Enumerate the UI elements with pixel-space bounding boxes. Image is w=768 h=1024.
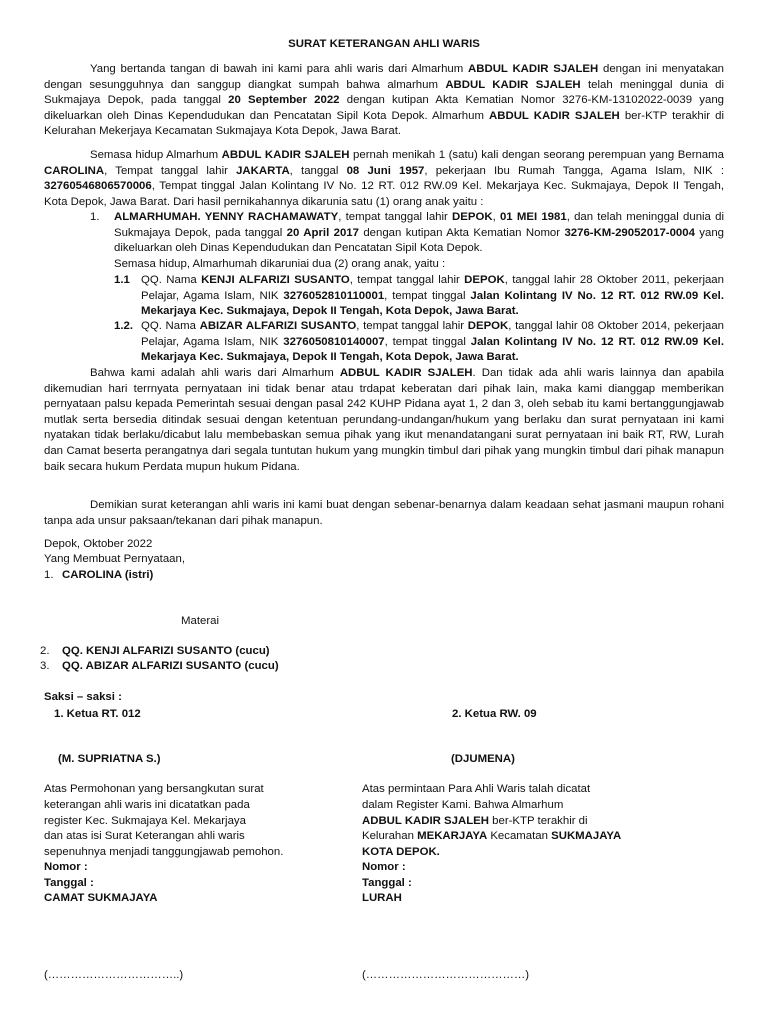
lurah-signature-line: (……………………………………) — [362, 969, 530, 981]
sub2-address: Jalan Kolintang IV No. 12 RT. 012 RW.09 Kel. Mekarjaya Kec. Sukmajaya, Depok II Tengah, Kota Depok, Jawa Barat. — [141, 335, 725, 364]
lurah-kecamatan: SUKMAJAYA — [551, 830, 622, 842]
grandchild-2-text — [141, 319, 724, 366]
p2-text-d: , tanggal — [289, 164, 347, 177]
item1-text-e: yang dikeluarkan oleh Dinas Kependudukan dan Pencatatan Sipil Kota Depok. — [114, 226, 724, 255]
sub2-nik: 3276050810140007 — [283, 335, 385, 348]
grandchild-1-text — [141, 273, 724, 320]
paragraph-marriage — [44, 148, 724, 210]
lurah-deceased-name: ADBUL KADIR SJALEH — [362, 815, 489, 827]
sub1-address: Jalan Kolintang IV No. 12 RT. 012 RW.09 Kel. Mekarjaya Kec. Sukmajaya, Depok II Tengah, Kota Depok, Jawa Barat. — [141, 289, 724, 318]
sub1-text-c: , tanggal lahir 28 Oktober 2011, pekerjaan Pelajar, Agama Islam, NIK — [141, 274, 724, 302]
paragraph-statement — [44, 366, 724, 475]
grandchild-item-2 — [114, 319, 724, 366]
sub2-text-a: QQ. Nama — [141, 320, 200, 332]
lurah-line-5: KOTA DEPOK. — [362, 846, 440, 858]
camat-line-5: sepenuhnya menjadi tanggungjawab pemohon. — [44, 846, 284, 858]
witness-2-name: (DJUMENA) — [451, 753, 515, 765]
item1-text-d: dengan kutipan Akta Kematian Nomor — [358, 226, 565, 239]
camat-signature-line: (……………………………..) — [44, 969, 184, 981]
maker-label: Yang Membuat Pernyataan, — [44, 553, 185, 565]
witness-1-name: (M. SUPRIATNA S.) — [58, 753, 161, 765]
item1-city: DEPOK — [452, 211, 493, 223]
p2-birth-city: JAKARTA — [236, 164, 290, 177]
p1-death-date: 20 September 2022 — [228, 94, 340, 107]
p2-text-c: , Tempat tanggal lahir — [104, 164, 237, 177]
sub2-text-c: , tanggal lahir 08 Oktober 2014, pekerjaan Pelajar, Agama Islam, NIK — [141, 320, 724, 348]
camat-line-3: register Kec. Sukmajaya Kel. Mekarjaya — [44, 815, 246, 827]
sub1-name: KENJI ALFARIZI SUSANTO — [201, 274, 350, 286]
camat-line-2: keterangan ahli waris ini dicatatkan pada — [44, 799, 250, 811]
lurah-line-1: Atas permintaan Para Ahli Waris talah dicatat — [362, 783, 591, 795]
materai-label: Materai — [181, 615, 219, 627]
sub1-text-d: , tempat tinggal — [384, 289, 471, 302]
p1-deceased-name: ABDUL KADIR SJALEH — [468, 63, 599, 75]
camat-line-1: Atas Permohonan yang bersangkutan surat — [44, 783, 264, 795]
document-title: SURAT KETERANGAN AHLI WARIS — [288, 38, 480, 50]
heir-3-number: 3. — [40, 660, 50, 672]
lurah-line-4-c: Kecamatan — [487, 830, 552, 842]
p3-body — [44, 366, 724, 475]
item1-death-date: 20 April 2017 — [286, 226, 359, 239]
p1-text-e: ber-KTP terakhir di Kelurahan Mekerjaya Kecamatan Sukmajaya Kota Depok, Jawa Barat. — [44, 109, 724, 138]
sub1-text-a: QQ. Nama — [141, 274, 202, 286]
sub-intro: Semasa hidup, Almarhumah dikaruniai dua (2) orang anak, yaitu : — [114, 258, 446, 270]
lurah-title: LURAH — [362, 892, 402, 904]
item1-text-a: , tempat tanggal lahir — [338, 211, 453, 223]
sub2-name: ABIZAR ALFARIZI SUSANTO — [199, 320, 357, 332]
p1-text-d: dengan kutipan Akta Kematian Nomor 3276-KM-13102022-0039 yang dikeluarkan oleh Dinas Kependudukan dan Pencatatan Sipil Kota Depok. Almarhum — [44, 94, 724, 122]
sub2-text-b: , tempat tanggal lahir — [356, 320, 468, 332]
item1-akta: 3276-KM-29052017-0004 — [564, 226, 695, 239]
lurah-nomor: Nomor : — [362, 861, 406, 873]
p3-deceased-name: ADBUL KADIR SJALEH — [339, 367, 473, 379]
place-date: Depok, Oktober 2022 — [44, 538, 153, 550]
heir-item-1 — [90, 210, 724, 257]
p2-nik: 32760546806570006 — [44, 180, 152, 193]
lurah-kelurahan: MEKARJAYA — [417, 830, 488, 842]
p2-text-e: , pekerjaan Ibu Rumah Tangga, Agama Islam, NIK : — [424, 164, 724, 177]
lurah-line-4 — [362, 829, 621, 845]
grandchild-item-1 — [114, 273, 724, 320]
lurah-line-4-a: Kelurahan — [362, 830, 418, 842]
heir-3-name: QQ. ABIZAR ALFARIZI SUSANTO (cucu) — [62, 660, 279, 672]
witness-label: Saksi – saksi : — [44, 691, 122, 703]
sub2-city: DEPOK — [467, 320, 509, 332]
lurah-tanggal: Tanggal : — [362, 877, 412, 889]
paragraph-intro — [44, 62, 724, 140]
heir-item-1-text — [114, 210, 724, 257]
sub1-text-b: , tempat tanggal lahir — [349, 274, 465, 286]
camat-title: CAMAT SUKMAJAYA — [44, 892, 158, 904]
lurah-line-3-rest: ber-KTP terakhir di — [489, 815, 588, 827]
paragraph-closing: Demikian surat keterangan ahli waris ini kami buat dengan sebenar-benarnya dalam keadaan sehat jasmani maupun rohani tanpa ada unsur paksaan/tekanan dari pihak manapun. — [44, 499, 724, 527]
heir-2-number: 2. — [40, 645, 50, 657]
p3-text-b: . Dan tidak ada ahli waris lainnya dan apabila dikemudian hari terrnyata pernyataan ini tidak benar atau trdapat keberatan dari pihak lain, maka kami dianggap memberikan pernyataan palsu kepada Pemerintah sesuai dengan pasal 242 KUHP Pidana ayat 1, 2 dan 3, oleh sebab itu kami bertanggungjawab mutlak serta bersedia ditindak sesuai dengan ketentuan perundang-undangan/hukum yang berlaku dan surat pernyataan ini kami nyatakan tidak berlaku/dicabut lalu membebaskan semua pihak yang ikut menandatangani surat pernyataan ini baik RT, RW, Lurah dan Camat beserta perangatnya dari segala tuntutan hukum yang mungkin timbul dari pihak yang mungkin timbul dari pihak manapun baik secara hukum Perdata mupun hukum Pidana. — [44, 367, 724, 473]
item1-text-c: , dan telah meninggal dunia di Sukmajaya Depok, pada tanggal — [114, 211, 724, 239]
item1-dob: 01 MEI 1981 — [499, 211, 567, 223]
p1-text-b: dengan ini menyatakan dengan sesungguhnya dan sanggup diangkat sumpah bahwa almarhum — [44, 63, 724, 91]
sub1-nik: 3276052810110001 — [283, 289, 385, 302]
heir-2-name: QQ. KENJI ALFARIZI SUSANTO (cucu) — [62, 645, 270, 657]
p2-birth-date: 08 Juni 1957 — [346, 164, 425, 177]
witness-2-label: 2. Ketua RW. 09 — [452, 708, 537, 720]
p1-deceased-name-2: ABDUL KADIR SJALEH — [445, 78, 581, 91]
camat-line-4: dan atas isi Surat Keterangan ahli waris — [44, 830, 245, 842]
lurah-line-3 — [362, 814, 588, 830]
witness-1-label: 1. Ketua RT. 012 — [54, 708, 141, 720]
sub1-city: DEPOK — [464, 274, 505, 286]
lurah-line-2: dalam Register Kami. Bahwa Almarhum — [362, 799, 564, 811]
heir-1-number: 1. — [44, 569, 54, 581]
p2-text-b: pernah menikah 1 (satu) kali dengan seorang perempuan yang Bernama — [349, 149, 724, 161]
heir-1-name: CAROLINA (istri) — [62, 569, 154, 581]
p2-wife-name: CAROLINA — [44, 164, 105, 177]
camat-tanggal: Tanggal : — [44, 877, 94, 889]
p1-deceased-name-3: ABDUL KADIR SJALEH — [489, 109, 620, 122]
sub2-text-d: , tempat tinggal — [384, 335, 471, 348]
grandchild-1-number: 1.1 — [114, 274, 130, 286]
item1-name: ALMARHUMAH. YENNY RACHAMAWATY — [114, 211, 339, 223]
p2-deceased-name: ABDUL KADIR SJALEH — [221, 149, 350, 161]
p3-text-a: Bahwa kami adalah ahli waris dari Almarhum — [90, 367, 340, 379]
item1-text-b: , — [492, 211, 500, 223]
camat-nomor: Nomor : — [44, 861, 88, 873]
p2-text-f: , Tempat tinggal Jalan Kolintang IV No. 12 RT. 012 RW.09 Kel. Mekarjaya Kec. Sukmajaya, Depok II Tengah, Kota Depok, Jawa Barat. Dari hasil pernikahannya dikarunia satu (1) orang anak yaitu : — [44, 180, 724, 208]
grandchild-2-number: 1.2. — [114, 320, 133, 332]
heir-item-1-number: 1. — [90, 211, 100, 223]
p2-text-a: Semasa hidup Almarhum — [90, 149, 222, 161]
p1-text-a: Yang bertanda tangan di bawah ini kami para ahli waris dari Almarhum — [90, 63, 469, 75]
p1-text-c: telah meninggal dunia di Sukmajaya Depok, pada tanggal — [44, 78, 724, 107]
